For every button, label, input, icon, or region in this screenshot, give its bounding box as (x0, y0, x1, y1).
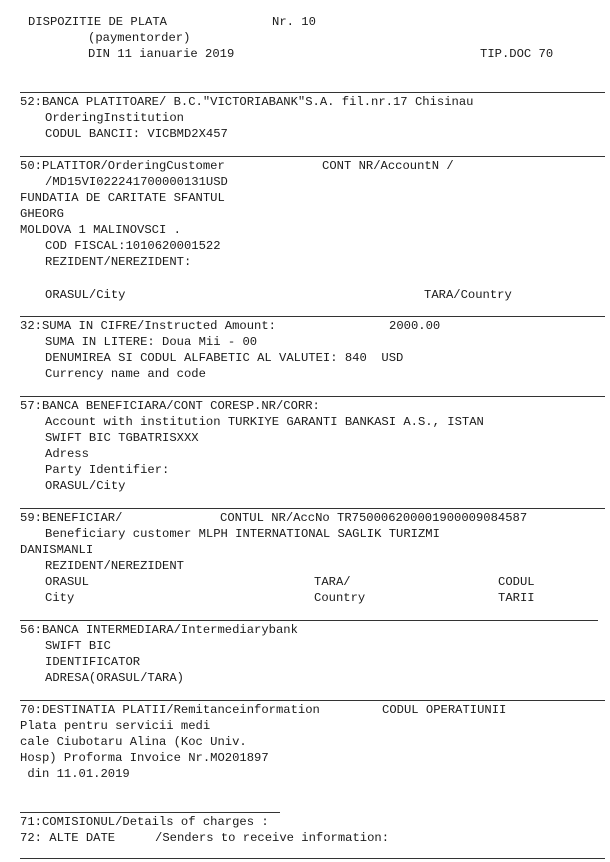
field-59-residency: REZIDENT/NEREZIDENT (45, 559, 184, 573)
field-56-identifier: IDENTIFICATOR (45, 655, 141, 669)
field-70-line-1: Plata pentru servicii medi (20, 719, 211, 733)
divider (20, 316, 605, 317)
field-71-label: 71:COMISIONUL/Details of charges : (20, 815, 269, 829)
field-57-city: ORASUL/City (45, 479, 126, 493)
field-50-city: ORASUL/City (45, 288, 126, 302)
field-70-label: 70:DESTINATIA PLATII/Remitanceinformation (20, 703, 320, 717)
field-32-amount: 2000.00 (389, 319, 441, 333)
field-50-country: TARA/Country (424, 288, 512, 302)
field-52-label: 52:BANCA PLATITOARE/ B.C."VICTORIABANK"S.A. fil.nr.17 Chisinau (20, 95, 474, 109)
field-57-account-with: Account with institution TURKIYE GARANTI BANKASI A.S., ISTAN (45, 415, 484, 429)
field-32-currency: DENUMIREA SI CODUL ALFABETIC AL VALUTEI: 840 USD (45, 351, 404, 365)
field-59-code-en: TARII (498, 591, 535, 605)
divider (20, 156, 605, 157)
divider (20, 396, 605, 397)
field-52-sublabel: OrderingInstitution (45, 111, 184, 125)
divider (20, 508, 605, 509)
field-59-city-en: City (45, 591, 75, 605)
field-70-op-code: CODUL OPERATIUNII (382, 703, 507, 717)
field-50-account: /MD15VI022241700000131USD (45, 175, 228, 189)
field-57-party: Party Identifier: (45, 463, 170, 477)
field-59-label: 59:BENEFICIAR/ (20, 511, 123, 525)
field-32-currency-en: Currency name and code (45, 367, 206, 381)
document-subtitle: (paymentorder) (88, 31, 191, 45)
field-57-address: Adress (45, 447, 89, 461)
divider (20, 620, 598, 621)
field-50-address: MOLDOVA 1 MALINOVSCI . (20, 223, 181, 237)
field-59-customer: Beneficiary customer MLPH INTERNATIONAL SAGLIK TURIZMI (45, 527, 440, 541)
document-type: TIP.DOC 70 (480, 47, 554, 61)
field-50-fiscal-code: COD FISCAL:1010620001522 (45, 239, 221, 253)
field-52-bank-code: CODUL BANCII: VICBMD2X457 (45, 127, 228, 141)
field-32-words: SUMA IN LITERE: Doua Mii - 00 (45, 335, 258, 349)
document-title: DISPOZITIE DE PLATA (28, 15, 167, 29)
field-56-label: 56:BANCA INTERMEDIARA/Intermediarybank (20, 623, 298, 637)
field-56-swift: SWIFT BIC (45, 639, 111, 653)
divider (20, 812, 280, 813)
field-50-name-2: GHEORG (20, 207, 64, 221)
field-32-label: 32:SUMA IN CIFRE/Instructed Amount: (20, 319, 276, 333)
field-56-address: ADRESA(ORASUL/TARA) (45, 671, 184, 685)
field-70-line-2: cale Ciubotaru Alina (Koc Univ. (20, 735, 247, 749)
field-59-code-ro: CODUL (498, 575, 535, 589)
field-59-account: CONTUL NR/AccNo TR750006200001900009084587 (220, 511, 528, 525)
document-number: Nr. 10 (272, 15, 316, 29)
field-50-account-label: CONT NR/AccountN / (322, 159, 454, 173)
divider (20, 700, 605, 701)
field-50-residency: REZIDENT/NEREZIDENT: (45, 255, 192, 269)
field-72-info: /Senders to receive information: (155, 831, 390, 845)
divider (20, 858, 605, 859)
document-date: DIN 11 ianuarie 2019 (88, 47, 235, 61)
field-70-line-4: din 11.01.2019 (20, 767, 130, 781)
divider (20, 92, 605, 93)
field-59-customer-cont: DANISMANLI (20, 543, 94, 557)
field-50-name-1: FUNDATIA DE CARITATE SFANTUL (20, 191, 225, 205)
field-70-line-3: Hosp) Proforma Invoice Nr.MO201897 (20, 751, 269, 765)
field-59-country-en: Country (314, 591, 366, 605)
field-59-city-ro: ORASUL (45, 575, 89, 589)
field-57-label: 57:BANCA BENEFICIARA/CONT CORESP.NR/CORR: (20, 399, 320, 413)
field-59-country-ro: TARA/ (314, 575, 351, 589)
field-72-label: 72: ALTE DATE (20, 831, 116, 845)
field-57-swift: SWIFT BIC TGBATRISXXX (45, 431, 199, 445)
field-50-label: 50:PLATITOR/OrderingCustomer (20, 159, 225, 173)
